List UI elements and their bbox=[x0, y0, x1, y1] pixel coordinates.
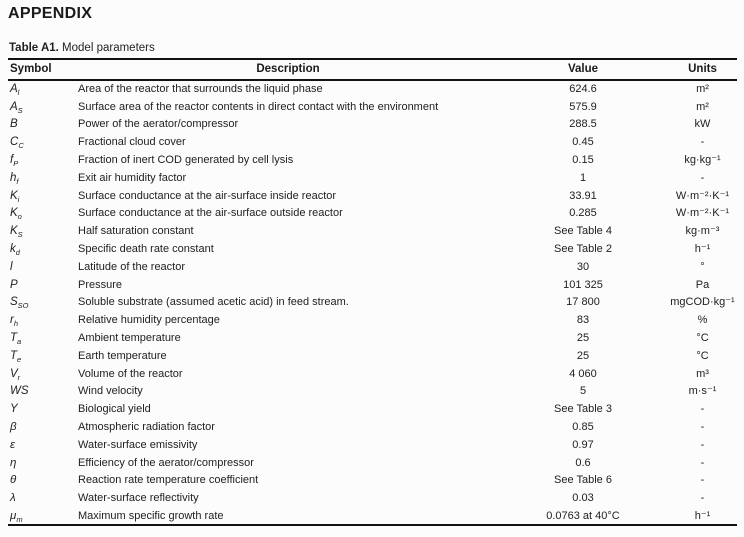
symbol-base: θ bbox=[10, 474, 17, 487]
page-root bbox=[0, 5, 744, 537]
table-body bbox=[8, 80, 737, 525]
symbol-base: Y bbox=[10, 403, 18, 416]
parameter-description: Biological yield bbox=[78, 403, 151, 416]
parameter-symbol bbox=[8, 365, 78, 383]
parameter-value: 17 800 bbox=[566, 296, 600, 309]
parameter-value: 624.6 bbox=[569, 83, 597, 96]
parameter-value: 0.85 bbox=[572, 421, 594, 434]
symbol-base: A bbox=[10, 83, 18, 96]
parameter-description: Specific death rate constant bbox=[78, 243, 214, 256]
symbol-base: ε bbox=[10, 438, 16, 451]
symbol-base: K bbox=[10, 189, 18, 202]
symbol-base: η bbox=[10, 456, 17, 469]
table-row bbox=[8, 98, 737, 116]
parameter-units: kW bbox=[694, 118, 711, 131]
parameter-value: 1 bbox=[579, 171, 587, 184]
symbol-base: T bbox=[10, 332, 18, 345]
parameter-symbol bbox=[8, 133, 78, 151]
parameter-value: 25 bbox=[576, 332, 590, 345]
table-row bbox=[8, 240, 737, 258]
parameter-symbol bbox=[8, 454, 78, 472]
parameter-value: 0.6 bbox=[575, 456, 591, 469]
symbol-subscript: e bbox=[17, 355, 22, 365]
symbol-base: S bbox=[10, 296, 18, 309]
symbol-subscript: h bbox=[13, 319, 19, 329]
parameter-description: Exit air humidity factor bbox=[78, 171, 187, 184]
table-row bbox=[8, 294, 737, 312]
parameter-symbol bbox=[8, 116, 78, 134]
symbol-base: C bbox=[10, 136, 19, 149]
symbol-base: h bbox=[10, 171, 17, 184]
parameter-value: 30 bbox=[576, 260, 590, 273]
parameter-units: m² bbox=[696, 100, 709, 113]
symbol-base: f bbox=[10, 154, 14, 167]
parameter-units: m² bbox=[696, 83, 709, 96]
parameter-value: 0.285 bbox=[569, 207, 597, 220]
table-row bbox=[8, 436, 737, 454]
parameter-description: Soluble substrate (assumed acetic acid) in feed stream. bbox=[78, 296, 349, 309]
parameter-description: Surface conductance at the air-surface inside reactor bbox=[78, 189, 337, 202]
parameter-symbol bbox=[8, 329, 78, 347]
parameter-symbol bbox=[8, 240, 78, 258]
table-caption bbox=[9, 42, 744, 54]
parameter-value: See Table 3 bbox=[554, 403, 612, 416]
parameter-description: Half saturation constant bbox=[78, 225, 194, 238]
symbol-base: B bbox=[10, 118, 18, 131]
parameter-symbol bbox=[8, 507, 78, 525]
table-row bbox=[8, 454, 737, 472]
parameter-symbol bbox=[8, 205, 78, 223]
parameter-description: Relative humidity percentage bbox=[78, 314, 220, 327]
symbol-subscript: f bbox=[16, 177, 19, 187]
table-row bbox=[8, 507, 737, 525]
parameter-units: - bbox=[700, 421, 705, 434]
parameter-units: mgCOD·kg⁻¹ bbox=[670, 296, 735, 309]
parameter-units: Pa bbox=[695, 278, 710, 291]
symbol-subscript: d bbox=[15, 248, 20, 258]
parameter-value: 288.5 bbox=[569, 118, 597, 131]
parameter-symbol bbox=[8, 294, 78, 312]
parameter-value: 5 bbox=[579, 385, 587, 398]
symbol-subscript: m bbox=[16, 514, 23, 524]
symbol-subscript: C bbox=[18, 141, 24, 151]
symbol-subscript: o bbox=[17, 212, 22, 222]
symbol-base: WS bbox=[10, 385, 29, 398]
parameter-symbol bbox=[8, 222, 78, 240]
parameter-description: Power of the aerator/compressor bbox=[78, 118, 239, 131]
table-row bbox=[8, 383, 737, 401]
parameter-symbol bbox=[8, 151, 78, 169]
parameter-description: Water-surface emissivity bbox=[78, 438, 198, 451]
parameter-value: 0.03 bbox=[572, 492, 594, 505]
parameter-value: 101 325 bbox=[563, 278, 603, 291]
table-header-row bbox=[8, 59, 737, 80]
symbol-base: V bbox=[10, 367, 18, 380]
parameter-description: Pressure bbox=[78, 278, 123, 291]
parameter-units: kg·kg⁻¹ bbox=[684, 154, 721, 167]
parameter-value: 33.91 bbox=[569, 189, 597, 202]
symbol-base: k bbox=[10, 243, 16, 256]
parameter-units: - bbox=[700, 456, 705, 469]
parameter-value: See Table 2 bbox=[554, 243, 612, 256]
symbol-base: K bbox=[10, 225, 18, 238]
parameter-description: Area of the reactor that surrounds the liquid phase bbox=[78, 83, 323, 96]
parameter-description: Fraction of inert COD generated by cell lysis bbox=[78, 154, 294, 167]
parameter-description: Maximum specific growth rate bbox=[78, 509, 224, 522]
table-row bbox=[8, 329, 737, 347]
column-header-symbol: Symbol bbox=[8, 59, 78, 80]
appendix-heading: APPENDIX bbox=[8, 5, 93, 22]
column-header-value: Value bbox=[498, 59, 668, 80]
table-row bbox=[8, 472, 737, 490]
table-row bbox=[8, 205, 737, 223]
table-row bbox=[8, 276, 737, 294]
parameter-value: 0.15 bbox=[572, 154, 594, 167]
parameter-units: % bbox=[697, 314, 708, 327]
parameter-description: Wind velocity bbox=[78, 385, 143, 398]
parameter-description: Efficiency of the aerator/compressor bbox=[78, 456, 254, 469]
symbol-base: T bbox=[10, 349, 18, 362]
parameter-description: Ambient temperature bbox=[78, 332, 181, 345]
parameter-description: Surface conductance at the air-surface outside reactor bbox=[78, 207, 343, 220]
parameter-units: - bbox=[700, 136, 705, 149]
parameter-value: 0.0763 at 40°C bbox=[546, 509, 620, 522]
column-header-units: Units bbox=[668, 59, 737, 80]
symbol-base: μ bbox=[10, 509, 17, 522]
table-row bbox=[8, 151, 737, 169]
parameter-description: Water-surface reflectivity bbox=[78, 492, 199, 505]
table-row bbox=[8, 133, 737, 151]
parameter-value: 0.45 bbox=[572, 136, 594, 149]
parameter-units: °C bbox=[696, 332, 709, 345]
symbol-subscript: P bbox=[13, 159, 19, 169]
parameter-units: h⁻¹ bbox=[694, 243, 711, 256]
symbol-subscript: i bbox=[17, 194, 20, 204]
table-caption-label: Table A1. bbox=[9, 42, 59, 54]
parameter-description: Volume of the reactor bbox=[78, 367, 183, 380]
symbol-base: β bbox=[10, 421, 17, 434]
table-row bbox=[8, 258, 737, 276]
parameter-symbol bbox=[8, 472, 78, 490]
symbol-base: A bbox=[10, 100, 18, 113]
table-row bbox=[8, 222, 737, 240]
parameter-units: - bbox=[700, 474, 705, 487]
symbol-base: P bbox=[10, 278, 18, 291]
parameter-symbol bbox=[8, 98, 78, 116]
symbol-base: K bbox=[10, 207, 18, 220]
parameter-value: 4 060 bbox=[569, 367, 597, 380]
symbol-base: λ bbox=[10, 492, 16, 505]
parameter-units: W·m⁻²·K⁻¹ bbox=[675, 189, 730, 202]
parameter-units: - bbox=[700, 438, 705, 451]
table-row bbox=[8, 169, 737, 187]
parameter-symbol bbox=[8, 347, 78, 365]
parameter-description: Latitude of the reactor bbox=[78, 260, 186, 273]
parameter-symbol bbox=[8, 187, 78, 205]
parameter-symbol bbox=[8, 311, 78, 329]
table-caption-text: Model parameters bbox=[58, 42, 155, 54]
parameter-units: ° bbox=[700, 260, 705, 273]
symbol-subscript: SO bbox=[17, 301, 29, 311]
parameter-symbol bbox=[8, 80, 78, 98]
table-row bbox=[8, 418, 737, 436]
parameter-value: See Table 6 bbox=[554, 474, 612, 487]
parameter-units: - bbox=[700, 492, 705, 505]
table-row bbox=[8, 311, 737, 329]
parameter-description: Reaction rate temperature coefficient bbox=[78, 474, 259, 487]
parameter-symbol bbox=[8, 169, 78, 187]
parameter-value: See Table 4 bbox=[554, 225, 612, 238]
symbol-subscript: l bbox=[17, 88, 20, 98]
parameter-units: - bbox=[700, 171, 705, 184]
parameter-description: Atmospheric radiation factor bbox=[78, 421, 215, 434]
symbol-subscript: S bbox=[17, 105, 23, 115]
parameter-description: Fractional cloud cover bbox=[78, 136, 186, 149]
parameter-description: Earth temperature bbox=[78, 349, 167, 362]
parameter-symbol bbox=[8, 400, 78, 418]
symbol-subscript: r bbox=[17, 372, 21, 382]
parameter-value: 25 bbox=[576, 349, 590, 362]
parameter-units: °C bbox=[696, 349, 709, 362]
parameter-value: 575.9 bbox=[569, 100, 597, 113]
parameter-units: h⁻¹ bbox=[694, 509, 711, 522]
parameter-units: W·m⁻²·K⁻¹ bbox=[675, 207, 730, 220]
parameter-symbol bbox=[8, 276, 78, 294]
model-parameters-table bbox=[8, 58, 737, 526]
table-row bbox=[8, 365, 737, 383]
parameter-value: 0.97 bbox=[572, 438, 594, 451]
parameter-units: m·s⁻¹ bbox=[688, 385, 717, 398]
table-row bbox=[8, 187, 737, 205]
parameter-symbol bbox=[8, 258, 78, 276]
parameter-value: 83 bbox=[576, 314, 590, 327]
parameter-symbol bbox=[8, 436, 78, 454]
symbol-base: r bbox=[10, 314, 14, 327]
parameter-description: Surface area of the reactor contents in direct contact with the environment bbox=[78, 100, 439, 113]
parameter-symbol bbox=[8, 383, 78, 401]
column-header-description: Description bbox=[78, 59, 498, 80]
symbol-subscript: S bbox=[17, 230, 23, 240]
parameter-units: m³ bbox=[696, 367, 709, 380]
table-row bbox=[8, 80, 737, 98]
symbol-base: l bbox=[10, 260, 13, 273]
parameter-units: - bbox=[700, 403, 705, 416]
parameter-units: kg·m⁻³ bbox=[685, 225, 720, 238]
table-row bbox=[8, 400, 737, 418]
parameter-symbol bbox=[8, 489, 78, 507]
table-row bbox=[8, 489, 737, 507]
symbol-subscript: a bbox=[17, 337, 22, 347]
parameter-symbol bbox=[8, 418, 78, 436]
table-row bbox=[8, 347, 737, 365]
table-row bbox=[8, 116, 737, 134]
